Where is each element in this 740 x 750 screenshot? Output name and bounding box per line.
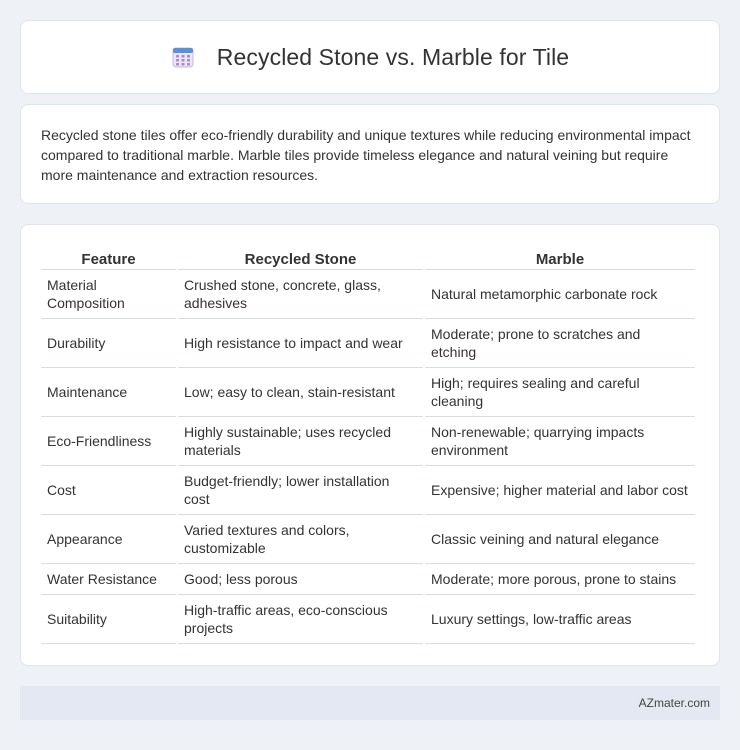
recycled-stone-cell: Low; easy to clean, stain-resistant [178, 368, 423, 417]
marble-cell: Non-renewable; quarrying impacts environment [425, 417, 695, 466]
feature-cell: Cost [41, 466, 176, 515]
header-card [20, 20, 720, 94]
title-group [171, 44, 569, 71]
marble-cell: Natural metamorphic carbonate rock [425, 270, 695, 319]
feature-cell: Water Resistance [41, 564, 176, 595]
table-row [41, 417, 695, 466]
table-row [41, 595, 695, 644]
marble-cell: Moderate; more porous, prone to stains [425, 564, 695, 595]
table-row [41, 515, 695, 564]
recycled-stone-cell: High resistance to impact and wear [178, 319, 423, 368]
marble-cell: Moderate; prone to scratches and etching [425, 319, 695, 368]
recycled-stone-cell: Budget-friendly; lower installation cost [178, 466, 423, 515]
feature-cell: Suitability [41, 595, 176, 644]
feature-cell: Appearance [41, 515, 176, 564]
feature-cell: Durability [41, 319, 176, 368]
recycled-stone-cell: Good; less porous [178, 564, 423, 595]
table-row [41, 368, 695, 417]
header-feature: Feature [41, 245, 176, 270]
feature-cell: Maintenance [41, 368, 176, 417]
feature-cell: Eco-Friendliness [41, 417, 176, 466]
recycled-stone-cell: Highly sustainable; uses recycled materials [178, 417, 423, 466]
marble-cell: Classic veining and natural elegance [425, 515, 695, 564]
comparison-table [39, 245, 697, 644]
table-header-row [41, 245, 695, 270]
table-row [41, 270, 695, 319]
recycled-stone-cell: High-traffic areas, eco-conscious projects [178, 595, 423, 644]
intro-card [20, 104, 720, 204]
footer-site-link[interactable]: AZmater.com [638, 696, 710, 710]
comparison-card [20, 224, 720, 666]
feature-cell: Material Composition [41, 270, 176, 319]
table-row [41, 466, 695, 515]
calendar-icon [171, 45, 195, 69]
recycled-stone-cell: Varied textures and colors, customizable [178, 515, 423, 564]
page-title: Recycled Stone vs. Marble for Tile [216, 43, 570, 70]
table-row [41, 319, 695, 368]
footer-bar [20, 686, 720, 720]
intro-paragraph: Recycled stone tiles offer eco-friendly durability and unique textures while reducing environmental impact compared to traditional marble. Marble tiles provide timeless elegance and natural veining but require more maintenance and extraction resources. [41, 127, 691, 183]
header-marble: Marble [425, 245, 695, 270]
header-recycled-stone: Recycled Stone [178, 245, 423, 270]
marble-cell: Luxury settings, low-traffic areas [425, 595, 695, 644]
recycled-stone-cell: Crushed stone, concrete, glass, adhesives [178, 270, 423, 319]
marble-cell: High; requires sealing and careful cleaning [425, 368, 695, 417]
marble-cell: Expensive; higher material and labor cost [425, 466, 695, 515]
table-row [41, 564, 695, 595]
